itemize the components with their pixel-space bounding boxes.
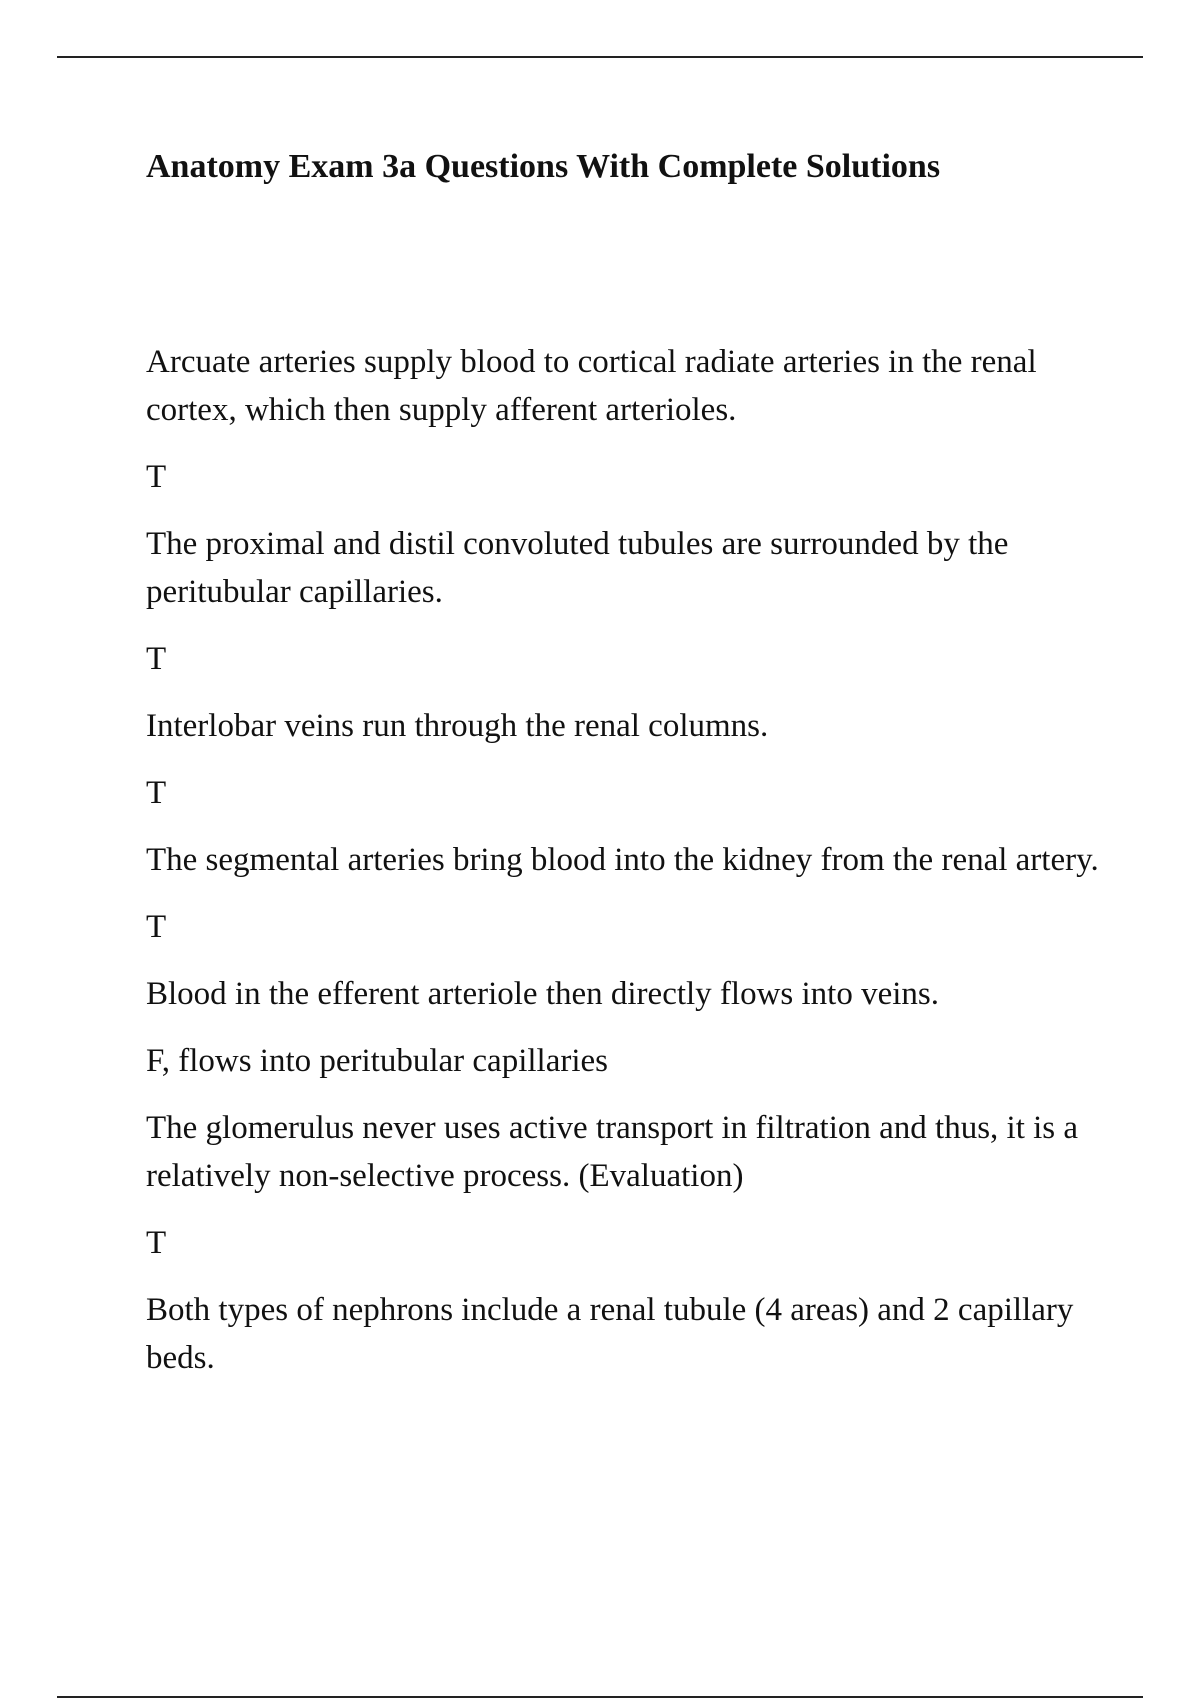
answer-text: T	[146, 775, 167, 811]
answer-text: T	[146, 641, 167, 677]
answer-text: T	[146, 459, 167, 495]
question-text: Interlobar veins run through the renal columns.	[146, 708, 769, 744]
document-title: Anatomy Exam 3a Questions With Complete Solutions	[146, 148, 941, 185]
question-text: Blood in the efferent arteriole then directly flows into veins.	[146, 976, 939, 1012]
question-text: The proximal and distil convoluted tubules are surrounded by the peritubular capillaries.	[146, 526, 1009, 610]
bottom-divider	[57, 1696, 1143, 1698]
qa-list	[146, 338, 1106, 1382]
document-body	[146, 146, 1106, 1401]
top-divider	[57, 56, 1143, 58]
answer-text: T	[146, 1225, 167, 1261]
answer-text: T	[146, 909, 167, 945]
question-text: Both types of nephrons include a renal tubule (4 areas) and 2 capillary beds.	[146, 1292, 1074, 1376]
answer-text: F, flows into peritubular capillaries	[146, 1043, 608, 1079]
question-text: The segmental arteries bring blood into the kidney from the renal artery.	[146, 842, 1099, 878]
question-text: The glomerulus never uses active transport in filtration and thus, it is a relatively non-selective process. (Evaluation)	[146, 1110, 1079, 1194]
question-text: Arcuate arteries supply blood to cortical radiate arteries in the renal cortex, which then supply afferent arterioles.	[146, 344, 1037, 428]
